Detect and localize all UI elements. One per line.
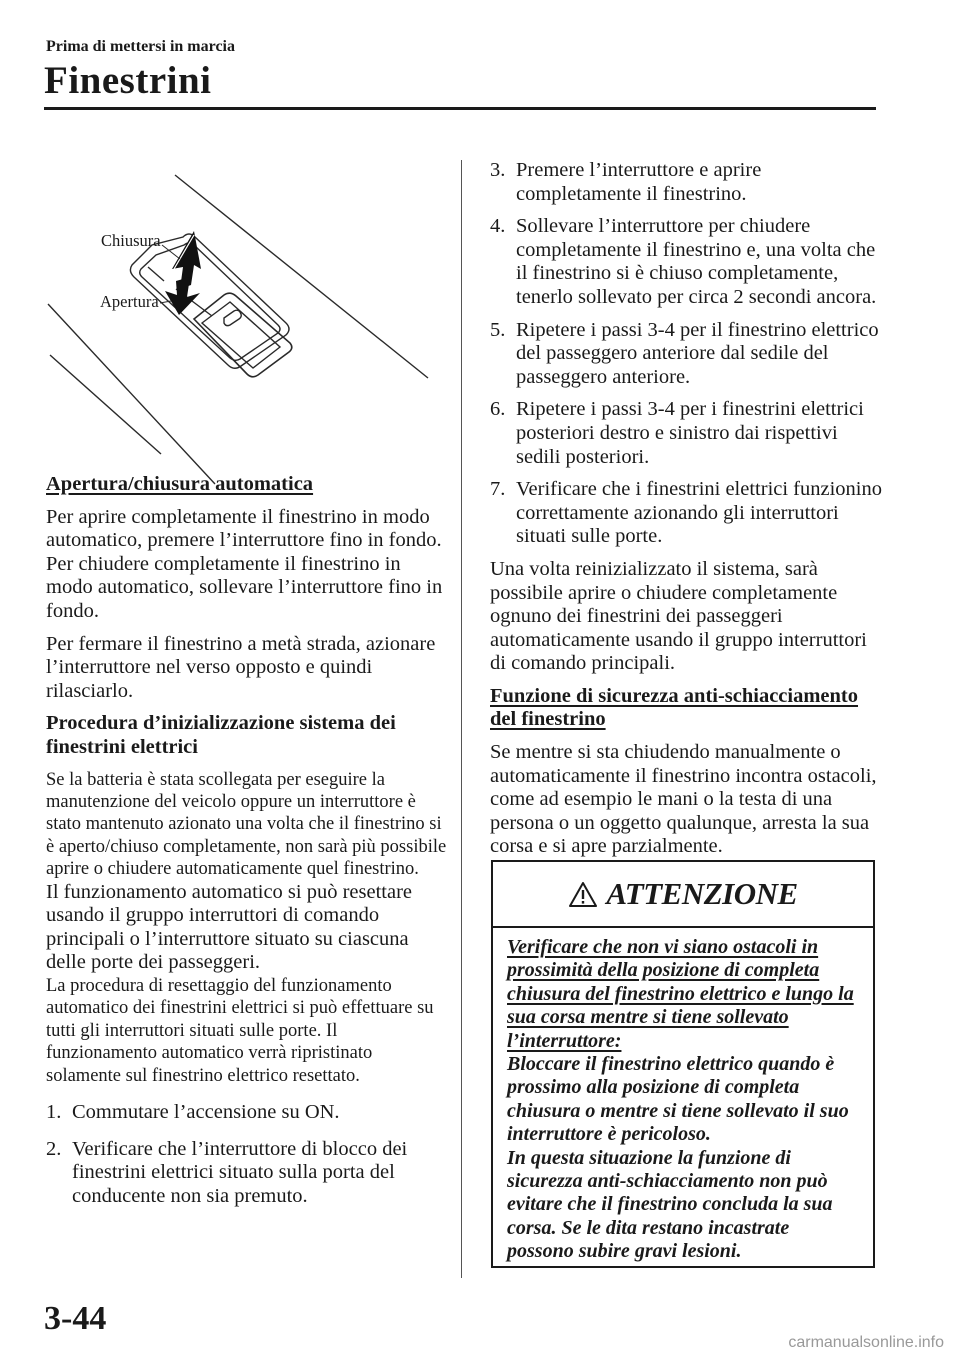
init-paragraph-1: Se la batteria è stata scollegata per eseguire la manutenzione del veicolo oppure un interruttore è stato mantenuto azionato una volta che il finestrino si è aperto/chiuso completamente, non sarà più possibile aprire o chiudere automaticamente quel finestrino. bbox=[46, 769, 447, 880]
step-text: Ripetere i passi 3-4 per il finestrino elettrico del passeggero anteriore dal sedile del passeggero anteriore. bbox=[516, 318, 879, 388]
auto-paragraph-2: Per chiudere completamente il finestrino in modo automatico, sollevare l’interruttore fino in fondo. bbox=[46, 552, 443, 622]
step-text: Verificare che l’interruttore di blocco dei finestrini elettrici situato sulla porta del conducente non sia premuto. bbox=[72, 1137, 408, 1207]
window-switch-illustration bbox=[44, 165, 439, 487]
step-7 bbox=[490, 478, 882, 549]
step-5 bbox=[490, 319, 882, 390]
step-1 bbox=[46, 1101, 450, 1125]
label-close: Chiusura bbox=[101, 231, 161, 250]
step-number: 6. bbox=[490, 398, 506, 421]
step-3 bbox=[490, 159, 882, 206]
warning-text-1: Bloccare il finestrino elettrico quando è prossimo alla posizione di completa chiusura o mentre si tiene sollevato il suo interruttore è pericoloso. bbox=[507, 1053, 849, 1146]
warning-title: ATTENZIONE bbox=[606, 876, 798, 911]
auto-heading: Apertura/chiusura automatica bbox=[46, 473, 314, 495]
warning-box bbox=[491, 860, 875, 1268]
step-text: Premere l’interruttore e aprire completamente il finestrino. bbox=[516, 159, 762, 205]
step-number: 4. bbox=[490, 215, 506, 238]
step-text: Ripetere i passi 3-4 per i finestrini elettrici posteriori destro e sinistro dai rispettivi sedili posteriori. bbox=[516, 398, 864, 468]
step-2 bbox=[46, 1138, 450, 1209]
auto-paragraph-3: Per fermare il finestrino a metà strada, azionare l’interruttore nel verso opposto e quindi rilasciarlo. bbox=[46, 632, 436, 702]
pinch-heading: Funzione di sicurezza anti-schiacciamento del finestrino bbox=[490, 684, 859, 731]
warning-underlined-text: Verificare che non vi siano ostacoli in prossimità della posizione di completa chiusura del finestrino elettrico e lungo la sua corsa mentre si tiene sollevato l’interruttore: bbox=[507, 936, 854, 1052]
warning-text-2: In questa situazione la funzione di sicurezza anti-schiacciamento non può evitare che il finestrino concluda la sua corsa. Se le dita restano incastrate possono subire gravi lesioni. bbox=[507, 1146, 833, 1263]
section-label: Prima di mettersi in marcia bbox=[46, 38, 235, 55]
init-paragraph-2: Il funzionamento automatico si può resettare usando il gruppo interruttori di comando principali o l’interruttore situato su ciascuna delle porte dei passeggeri. bbox=[46, 880, 413, 974]
warning-triangle-icon bbox=[568, 881, 598, 908]
step-number: 1. bbox=[46, 1100, 62, 1123]
auto-paragraph-1: Per aprire completamente il finestrino in modo automatico, premere l’interruttore fino in fondo. bbox=[46, 505, 442, 552]
pinch-paragraph: Se mentre si sta chiudendo manualmente o automaticamente il finestrino incontra ostacoli, come ad esempio le mani o la testa di una persona o un oggetto qualunque, arresta la sua corsa e si apre parzialmente. bbox=[490, 741, 877, 858]
down-arrow-icon bbox=[165, 277, 200, 315]
step-4 bbox=[490, 215, 882, 309]
warning-body bbox=[493, 928, 873, 1264]
step-number: 3. bbox=[490, 159, 506, 181]
watermark: carmanualsonline.info bbox=[788, 1334, 944, 1351]
reset-paragraph: Una volta reinizializzato il sistema, sarà possibile aprire o chiudere completamente ognuno dei finestrini dei passeggeri automaticamente usando il gruppo interruttori di comando principali. bbox=[490, 557, 867, 675]
column-divider bbox=[461, 160, 462, 1278]
page-title: Finestrini bbox=[44, 59, 212, 102]
init-heading: Procedura d’inizializzazione sistema dei finestrini elettrici bbox=[46, 712, 396, 758]
init-paragraph-3: La procedura di resettaggio del funzionamento automatico dei finestrini elettrici si può effettuare su tutti gli interruttori situati sulle porte. Il funzionamento automatico verrà ripristinato solamente sul finestrino elettrico resettato. bbox=[46, 975, 434, 1086]
right-column bbox=[490, 159, 882, 859]
title-rule bbox=[44, 107, 876, 110]
step-6 bbox=[490, 398, 882, 469]
step-text: Sollevare l’interruttore per chiudere completamente il finestrino e, una volta che il finestrino si è chiuso completamente, tenerlo sollevato per circa 2 secondi ancora. bbox=[516, 215, 877, 308]
page-number: 3-44 bbox=[44, 1300, 107, 1337]
step-text: Commutare l’accensione su ON. bbox=[72, 1100, 340, 1123]
step-number: 7. bbox=[490, 478, 506, 501]
warning-header bbox=[493, 862, 873, 928]
step-text: Verificare che i finestrini elettrici funzionino correttamente azionando gli interruttori situati sulle porte. bbox=[516, 478, 882, 548]
label-open: Apertura bbox=[100, 292, 159, 311]
left-column bbox=[46, 473, 450, 1208]
step-number: 5. bbox=[490, 318, 506, 341]
step-number: 2. bbox=[46, 1137, 62, 1160]
